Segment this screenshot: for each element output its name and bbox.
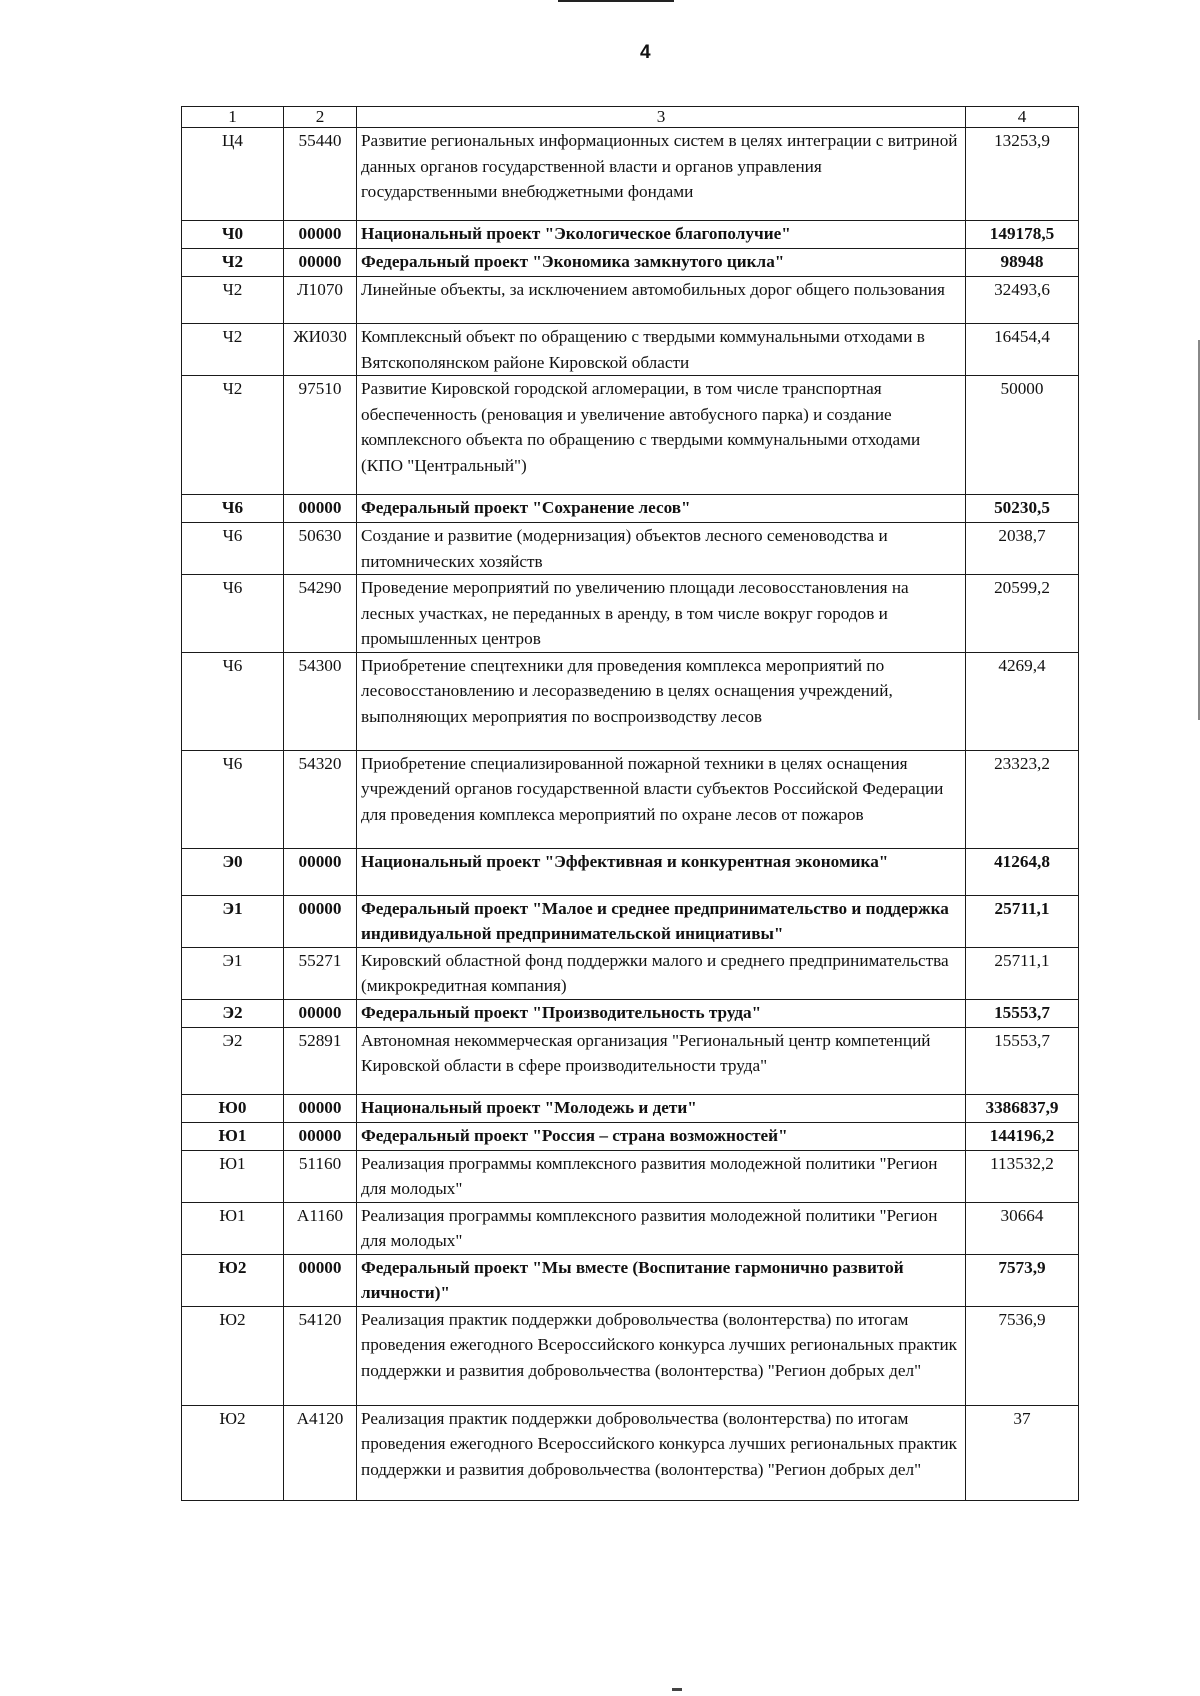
row-subcode: 54290 bbox=[284, 575, 357, 653]
row-amount: 32493,6 bbox=[966, 277, 1079, 324]
row-amount: 30664 bbox=[966, 1202, 1079, 1254]
row-description: Приобретение спецтехники для проведения комплекса мероприятий по лесовосстановлению и лесоразведению в целях оснащения учреждений, выполняющих мероприятия по воспроизводству лесов bbox=[357, 652, 966, 750]
row-amount: 41264,8 bbox=[966, 848, 1079, 895]
table-body bbox=[182, 107, 1079, 1501]
table-header-row bbox=[182, 107, 1079, 128]
row-description: Федеральный проект "Экономика замкнутого цикла" bbox=[357, 249, 966, 277]
row-code: Ю1 bbox=[182, 1122, 284, 1150]
table-row bbox=[182, 1202, 1079, 1254]
row-code: Э1 bbox=[182, 947, 284, 999]
row-amount: 15553,7 bbox=[966, 1027, 1079, 1094]
row-subcode: 00000 bbox=[284, 1254, 357, 1306]
table-row bbox=[182, 575, 1079, 653]
table-row bbox=[182, 1306, 1079, 1405]
row-description: Национальный проект "Эффективная и конкурентная экономика" bbox=[357, 848, 966, 895]
row-amount: 25711,1 bbox=[966, 895, 1079, 947]
row-description: Линейные объекты, за исключением автомобильных дорог общего пользования bbox=[357, 277, 966, 324]
row-subcode: 00000 bbox=[284, 999, 357, 1027]
scan-bottom-mark bbox=[672, 1688, 682, 1691]
header-col-1: 1 bbox=[182, 107, 284, 128]
row-code: Э0 bbox=[182, 848, 284, 895]
table-row bbox=[182, 1094, 1079, 1122]
row-code: Ч6 bbox=[182, 495, 284, 523]
table-row bbox=[182, 1027, 1079, 1094]
row-subcode: 97510 bbox=[284, 376, 357, 495]
row-description: Федеральный проект "Малое и среднее предпринимательство и поддержка индивидуальной предпринимательской инициативы" bbox=[357, 895, 966, 947]
row-subcode: А4120 bbox=[284, 1405, 357, 1500]
row-subcode: Л1070 bbox=[284, 277, 357, 324]
row-code: Ю2 bbox=[182, 1254, 284, 1306]
row-description: Реализация программы комплексного развития молодежной политики "Регион для молодых" bbox=[357, 1150, 966, 1202]
row-subcode: 00000 bbox=[284, 848, 357, 895]
row-amount: 13253,9 bbox=[966, 128, 1079, 221]
row-subcode: 00000 bbox=[284, 221, 357, 249]
table-row bbox=[182, 249, 1079, 277]
row-amount: 7573,9 bbox=[966, 1254, 1079, 1306]
table-row bbox=[182, 848, 1079, 895]
row-subcode: 00000 bbox=[284, 495, 357, 523]
row-code: Ю0 bbox=[182, 1094, 284, 1122]
row-description: Национальный проект "Экологическое благополучие" bbox=[357, 221, 966, 249]
row-code: Э2 bbox=[182, 1027, 284, 1094]
row-description: Автономная некоммерческая организация "Региональный центр компетенций Кировской области в сфере производительности труда" bbox=[357, 1027, 966, 1094]
row-amount: 50000 bbox=[966, 376, 1079, 495]
row-description: Комплексный объект по обращению с твердыми коммунальными отходами в Вятскополянском районе Кировской области bbox=[357, 324, 966, 376]
row-code: Ц4 bbox=[182, 128, 284, 221]
row-description: Реализация практик поддержки добровольчества (волонтерства) по итогам проведения ежегодного Всероссийского конкурса лучших региональных практик поддержки и развития добровольчества (волонтерства) "Регион добрых дел" bbox=[357, 1405, 966, 1500]
table-row bbox=[182, 495, 1079, 523]
row-subcode: А1160 bbox=[284, 1202, 357, 1254]
row-description: Развитие Кировской городской агломерации, в том числе транспортная обеспеченность (реновация и увеличение автобусного парка) и создание комплексного объекта по обращению с твердыми коммунальными отходами (КПО "Центральный") bbox=[357, 376, 966, 495]
row-code: Ч6 bbox=[182, 575, 284, 653]
row-amount: 50230,5 bbox=[966, 495, 1079, 523]
row-subcode: 00000 bbox=[284, 1094, 357, 1122]
row-amount: 15553,7 bbox=[966, 999, 1079, 1027]
row-description: Федеральный проект "Сохранение лесов" bbox=[357, 495, 966, 523]
row-code: Ч0 bbox=[182, 221, 284, 249]
table-row bbox=[182, 324, 1079, 376]
table-row bbox=[182, 652, 1079, 750]
row-amount: 25711,1 bbox=[966, 947, 1079, 999]
row-subcode: ЖИ030 bbox=[284, 324, 357, 376]
row-description: Федеральный проект "Россия – страна возможностей" bbox=[357, 1122, 966, 1150]
row-code: Э1 bbox=[182, 895, 284, 947]
row-amount: 37 bbox=[966, 1405, 1079, 1500]
row-amount: 3386837,9 bbox=[966, 1094, 1079, 1122]
row-description: Национальный проект "Молодежь и дети" bbox=[357, 1094, 966, 1122]
table-row bbox=[182, 277, 1079, 324]
row-description: Развитие региональных информационных систем в целях интеграции с витриной данных органов государственной власти и органов управления государственными внебюджетными фондами bbox=[357, 128, 966, 221]
row-amount: 20599,2 bbox=[966, 575, 1079, 653]
table-row bbox=[182, 999, 1079, 1027]
row-code: Ю2 bbox=[182, 1405, 284, 1500]
header-col-4: 4 bbox=[966, 107, 1079, 128]
page-number: 4 bbox=[640, 42, 651, 63]
budget-table bbox=[181, 106, 1079, 1501]
row-code: Ч2 bbox=[182, 249, 284, 277]
row-subcode: 54120 bbox=[284, 1306, 357, 1405]
row-amount: 113532,2 bbox=[966, 1150, 1079, 1202]
row-code: Ч2 bbox=[182, 324, 284, 376]
row-subcode: 55440 bbox=[284, 128, 357, 221]
row-amount: 144196,2 bbox=[966, 1122, 1079, 1150]
row-code: Ч6 bbox=[182, 750, 284, 848]
row-amount: 4269,4 bbox=[966, 652, 1079, 750]
table-row bbox=[182, 1254, 1079, 1306]
row-description: Федеральный проект "Мы вместе (Воспитание гармонично развитой личности)" bbox=[357, 1254, 966, 1306]
row-subcode: 00000 bbox=[284, 249, 357, 277]
row-subcode: 54300 bbox=[284, 652, 357, 750]
table-row bbox=[182, 523, 1079, 575]
row-amount: 23323,2 bbox=[966, 750, 1079, 848]
table-row bbox=[182, 1150, 1079, 1202]
row-subcode: 00000 bbox=[284, 1122, 357, 1150]
table-row bbox=[182, 376, 1079, 495]
header-col-2: 2 bbox=[284, 107, 357, 128]
header-col-3: 3 bbox=[357, 107, 966, 128]
row-subcode: 51160 bbox=[284, 1150, 357, 1202]
row-description: Реализация программы комплексного развития молодежной политики "Регион для молодых" bbox=[357, 1202, 966, 1254]
row-amount: 7536,9 bbox=[966, 1306, 1079, 1405]
row-subcode: 54320 bbox=[284, 750, 357, 848]
row-code: Ю1 bbox=[182, 1150, 284, 1202]
row-code: Ч2 bbox=[182, 376, 284, 495]
table-row bbox=[182, 947, 1079, 999]
row-code: Ю2 bbox=[182, 1306, 284, 1405]
table-row bbox=[182, 750, 1079, 848]
row-description: Кировский областной фонд поддержки малого и среднего предпринимательства (микрокредитная компания) bbox=[357, 947, 966, 999]
row-code: Э2 bbox=[182, 999, 284, 1027]
row-code: Ю1 bbox=[182, 1202, 284, 1254]
row-subcode: 55271 bbox=[284, 947, 357, 999]
row-amount: 98948 bbox=[966, 249, 1079, 277]
row-amount: 16454,4 bbox=[966, 324, 1079, 376]
table-row bbox=[182, 1122, 1079, 1150]
table-row bbox=[182, 221, 1079, 249]
row-subcode: 00000 bbox=[284, 895, 357, 947]
row-subcode: 50630 bbox=[284, 523, 357, 575]
row-subcode: 52891 bbox=[284, 1027, 357, 1094]
table-row bbox=[182, 128, 1079, 221]
row-description: Реализация практик поддержки добровольчества (волонтерства) по итогам проведения ежегодного Всероссийского конкурса лучших региональных практик поддержки и развития добровольчества (волонтерства) "Регион добрых дел" bbox=[357, 1306, 966, 1405]
table-row bbox=[182, 1405, 1079, 1500]
top-rule bbox=[558, 0, 674, 2]
row-code: Ч6 bbox=[182, 652, 284, 750]
row-code: Ч6 bbox=[182, 523, 284, 575]
table-row bbox=[182, 895, 1079, 947]
row-description: Приобретение специализированной пожарной техники в целях оснащения учреждений органов государственной власти субъектов Российской Федерации для проведения комплекса мероприятий по охране лесов от пожаров bbox=[357, 750, 966, 848]
row-amount: 2038,7 bbox=[966, 523, 1079, 575]
row-amount: 149178,5 bbox=[966, 221, 1079, 249]
row-description: Проведение мероприятий по увеличению площади лесовосстановления на лесных участках, не переданных в аренду, в том числе вокруг городов и промышленных центров bbox=[357, 575, 966, 653]
row-description: Федеральный проект "Производительность труда" bbox=[357, 999, 966, 1027]
row-code: Ч2 bbox=[182, 277, 284, 324]
row-description: Создание и развитие (модернизация) объектов лесного семеноводства и питомнических хозяйств bbox=[357, 523, 966, 575]
